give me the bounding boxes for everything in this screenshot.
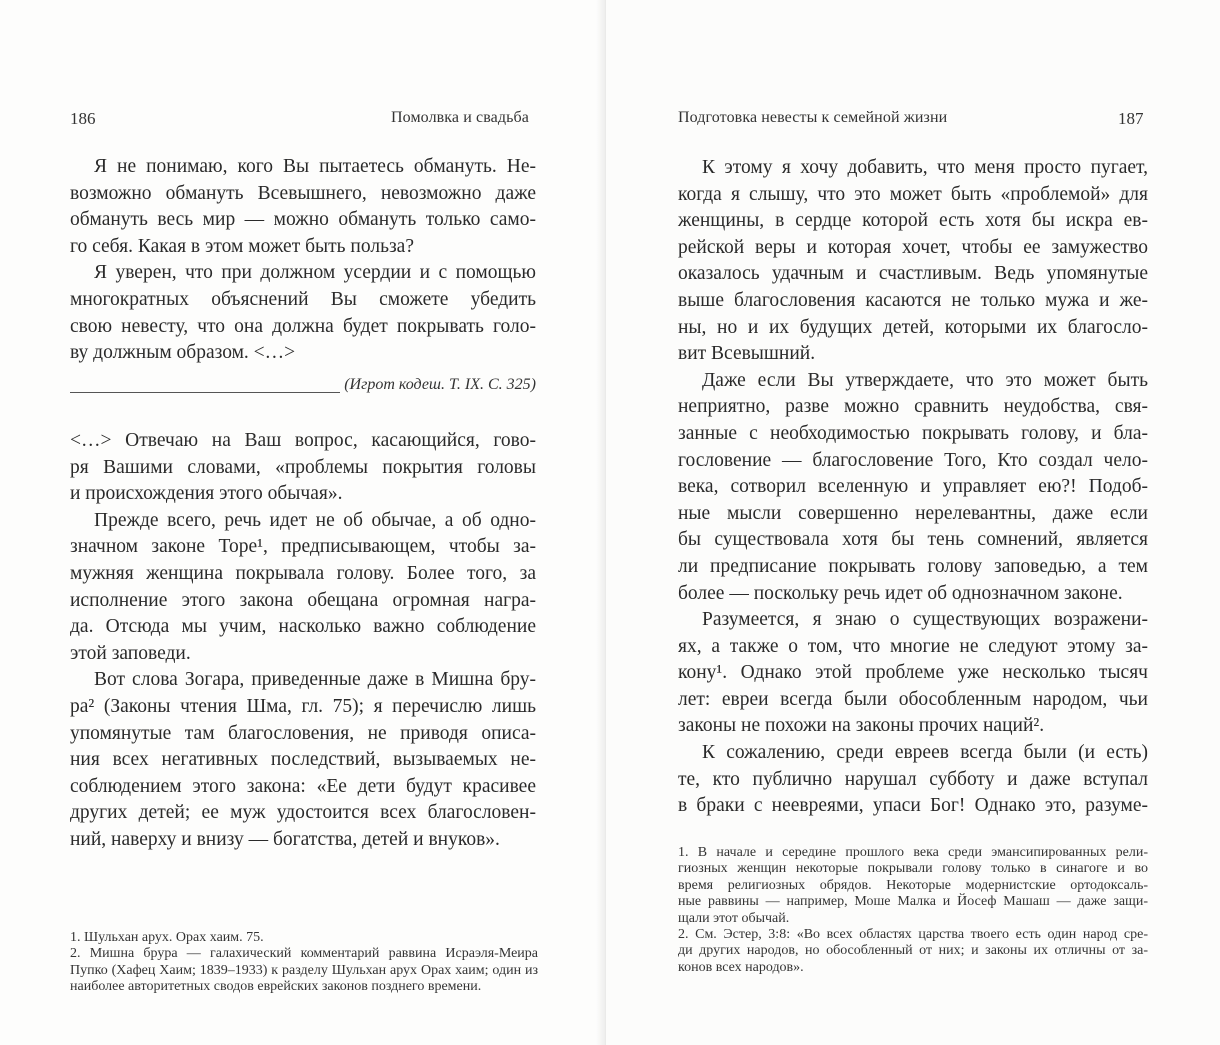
text-line: лет: евреи всегда были обособленным народом, чьи: [678, 688, 1148, 710]
text-line: ра² (Законы чтения Шма, гл. 75); я перечислю лишь: [70, 695, 536, 717]
left-body-block-2: [70, 428, 536, 854]
running-head-right: Подготовка невесты к семейной жизни: [678, 109, 948, 126]
text-line: К сожалению, среди евреев всегда были (и есть): [702, 742, 1148, 764]
footnote-line: ди других народов, но обособленный от них; и законы их отличны от за-: [678, 943, 1148, 959]
text-line: бы существовала хотя бы тень сомнений, является: [678, 529, 1148, 551]
footnote-line: 1. В начале и середине прошлого века среди эмансипированных рели-: [678, 845, 1148, 860]
text-line: законы не похожи на законы прочих наций².: [678, 715, 1045, 737]
text-line: ны, но и их будущих детей, которыми их благосло-: [678, 316, 1148, 338]
text-line: обмануть весь мир — можно обмануть только само-: [70, 209, 536, 231]
text-line: ря Вашими словами, «проблемы покрытия головы: [70, 456, 536, 478]
footnote-line: щали этот обычай.: [678, 910, 790, 926]
footnote-line: Пупко (Хафец Хаим; 1839–1933) к разделу Шульхан арух Орах хаим; один из: [70, 962, 538, 978]
text-line: рейской веры и которая хочет, чтобы ее замужество: [678, 236, 1148, 258]
left-footnotes: [70, 930, 538, 996]
text-line: Я не понимаю, кого Вы пытаетесь обмануть. Не-: [94, 156, 536, 177]
text-line: занные с необходимостью покрывать голову, и бла-: [678, 422, 1148, 444]
text-line: ния всех негативных последствий, вызываемых не-: [70, 749, 536, 771]
citation: (Игрот кодеш. Т. IX. С. 325): [344, 376, 536, 393]
text-line: упомянутые там благословения, не приводя описа-: [70, 722, 536, 744]
page-number-left: 186: [70, 109, 96, 128]
left-page: [0, 0, 606, 1045]
footnote-line: наиболее авторитетных сводов еврейских законов позднего времени.: [70, 979, 482, 995]
right-page: [606, 0, 1220, 1045]
text-line: других детей; ее муж удостоится всех благословен-: [70, 802, 536, 824]
text-line: когда я слышу, что это может быть «проблемой» для: [678, 183, 1148, 205]
text-line: в браки с неевреями, упаси Бог! Однако это, разуме-: [678, 795, 1148, 817]
text-line: ли предписание покрывать голову заповедью, а тем: [678, 555, 1148, 577]
text-line: неприятно, разве можно сравнить неудобства, свя-: [678, 396, 1148, 418]
text-line: да. Отсюда мы учим, насколько важно соблюдение: [70, 616, 536, 638]
right-footnotes: [678, 845, 1148, 976]
left-body-block-1: [70, 154, 536, 367]
footnote-line: 2. См. Эстер, 3:8: «Во всех областях царства твоего есть один народ сре-: [678, 927, 1148, 943]
text-line: ях, а также о том, что многие не следуют этому за-: [678, 635, 1148, 657]
text-line: мужняя женщина покрывала голову. Более того, за: [70, 562, 536, 584]
text-line: Вот слова Зогара, приведенные даже в Мишна бру-: [94, 669, 536, 691]
page-number-right: 187: [1118, 109, 1144, 128]
text-line: ний, наверху и внизу — богатства, детей и внуков».: [70, 828, 500, 850]
citation-row: [70, 372, 536, 398]
text-line: возможно обмануть Всевышнего, невозможно даже: [70, 182, 536, 204]
text-line: ву должным образом. <…>: [70, 342, 296, 364]
text-line: Прежде всего, речь идет не об обычае, а об одно-: [94, 509, 536, 531]
text-line: Даже если Вы утверждаете, что это может быть: [702, 369, 1148, 391]
running-head-left: Помолвка и свадьба: [391, 109, 529, 126]
text-line: этой заповеди.: [70, 642, 191, 664]
text-line: и происхождения этого обычая».: [70, 483, 343, 505]
footnote-line: время религиозных обрядов. Некоторые модернистские ортодоксаль-: [678, 877, 1148, 893]
text-line: Я уверен, что при должном усердии и с помощью: [94, 262, 536, 284]
text-line: го себя. Какая в этом может быть польза?: [70, 235, 414, 257]
text-line: К этому я хочу добавить, что меня просто пугает,: [702, 157, 1148, 178]
text-line: выше благословения касаются не только мужа и же-: [678, 289, 1148, 311]
text-line: исполнение этого закона обещана огромная награ-: [70, 589, 536, 611]
text-line: женщины, в сердце которой есть хотя бы искра ев-: [678, 210, 1148, 232]
text-line: свою невесту, что она должна будет покрывать голо-: [70, 315, 536, 337]
footnote-line: гиозных женщин некоторые покрывали голову только в синагоге и во: [678, 861, 1148, 877]
text-line: гословение — благословение Того, Кто создал чело-: [678, 449, 1148, 471]
text-line: соблюдением этого закона: «Ее дети будут красивее: [70, 775, 536, 797]
text-line: Разумеется, я знаю о существующих возражени-: [702, 609, 1148, 631]
text-line: более — поскольку речь идет об однозначном законе.: [678, 582, 1123, 604]
text-line: <…> Отвечаю на Ваш вопрос, касающийся, гово-: [70, 430, 536, 451]
text-line: кону¹. Однако этой проблеме уже несколько тысяч: [678, 662, 1148, 684]
text-line: оказалось удачным и счастливым. Ведь упомянутые: [678, 263, 1148, 285]
text-line: многократных объяснений Вы сможете убедить: [70, 288, 536, 310]
text-line: вит Всевышний.: [678, 343, 816, 365]
footnote-line: ные раввины — например, Моше Малка и Йосеф Машаш — даже защи-: [678, 894, 1148, 910]
citation-rule: [70, 392, 340, 393]
footnote-line: 1. Шульхан арух. Орах хаим. 75.: [70, 930, 264, 945]
footnote-line: конов всех народов».: [678, 959, 804, 975]
text-line: значном законе Торе¹, предписывающем, чтобы за-: [70, 536, 536, 558]
text-line: века, сотворил вселенную и управляет ею?! Подоб-: [678, 476, 1148, 498]
right-body-block: [678, 155, 1148, 820]
text-line: те, кто публично нарушал субботу и даже вступал: [678, 768, 1148, 790]
text-line: ные мысли совершенно нерелевантны, даже если: [678, 502, 1148, 524]
footnote-line: 2. Мишна брура — галахический комментарий раввина Исраэля-Меира: [70, 946, 538, 962]
